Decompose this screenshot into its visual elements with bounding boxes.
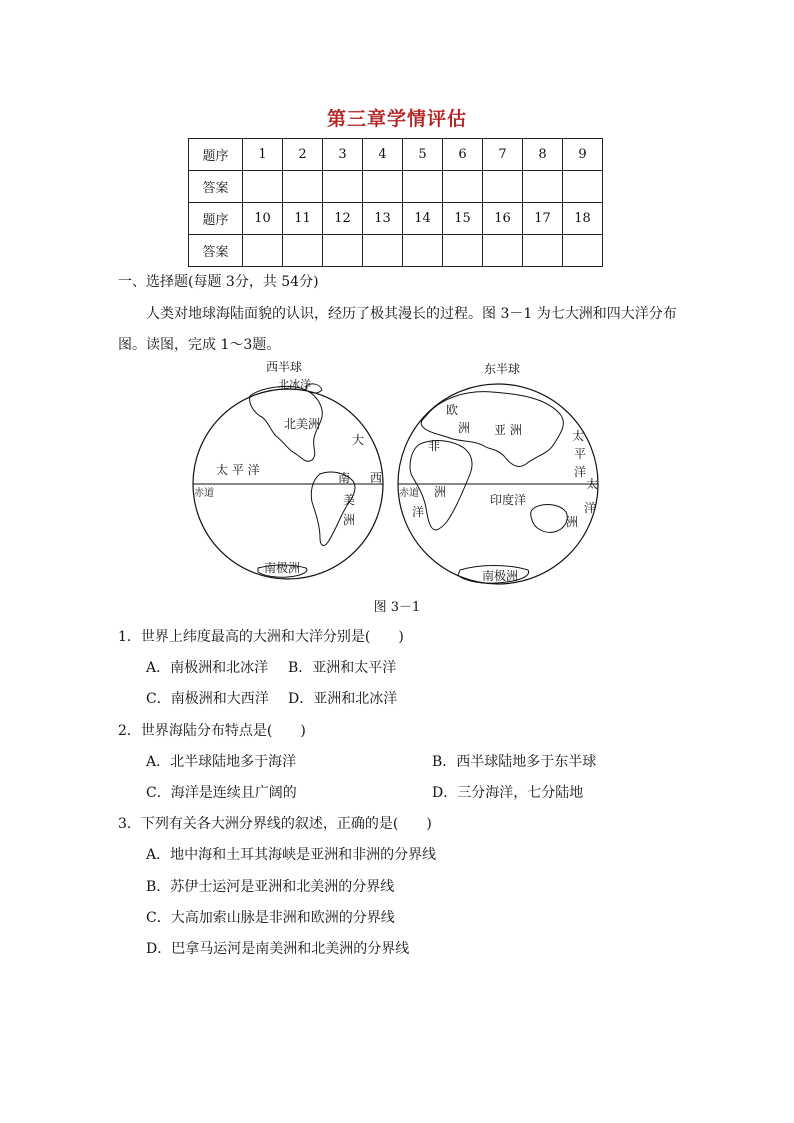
answer-cell[interactable] bbox=[483, 171, 523, 203]
answer-option[interactable]: C．大高加索山脉是非洲和欧洲的分界线 bbox=[146, 910, 395, 926]
map-label: 印度洋 bbox=[490, 493, 527, 507]
question-number: 5 bbox=[403, 139, 443, 171]
question-number: 1 bbox=[243, 139, 283, 171]
question-number: 11 bbox=[283, 203, 323, 235]
map-label: 洲 bbox=[566, 515, 579, 529]
answer-option[interactable]: A．北半球陆地多于海洋 bbox=[146, 754, 297, 770]
map-label: 东半球 bbox=[484, 362, 521, 376]
table-row bbox=[189, 139, 603, 171]
map-label: 洋 bbox=[584, 501, 597, 515]
question-number: 3 bbox=[323, 139, 363, 171]
row-label: 答案 bbox=[189, 235, 243, 267]
answer-cell[interactable] bbox=[483, 235, 523, 267]
answer-table bbox=[188, 138, 603, 267]
question-number: 2 bbox=[283, 139, 323, 171]
row-label: 题序 bbox=[189, 203, 243, 235]
answer-option[interactable]: B．苏伊士运河是亚洲和北美洲的分界线 bbox=[146, 879, 395, 895]
question-number: 7 bbox=[483, 139, 523, 171]
answer-cell[interactable] bbox=[323, 235, 363, 267]
question-number: 18 bbox=[563, 203, 603, 235]
map-label: 大 bbox=[352, 433, 365, 447]
map-label: 洲 bbox=[434, 485, 447, 499]
answer-cell[interactable] bbox=[563, 171, 603, 203]
answer-option[interactable]: C．南极洲和大西洋 bbox=[146, 691, 269, 707]
map-label: 平 bbox=[574, 447, 587, 461]
answer-cell[interactable] bbox=[243, 235, 283, 267]
map-label: 南 bbox=[338, 471, 351, 485]
answer-option[interactable]: A．南极洲和北冰洋 bbox=[146, 660, 269, 676]
map-label: 欧 bbox=[446, 403, 459, 417]
answer-cell[interactable] bbox=[443, 171, 483, 203]
question-stem: 3．下列有关各大洲分界线的叙述，正确的是( ) bbox=[118, 816, 432, 832]
answer-option[interactable]: D．亚洲和北冰洋 bbox=[288, 691, 398, 707]
section-heading: 一、选择题(每题 3分，共 54分) bbox=[118, 274, 319, 290]
map-label: 洲 bbox=[343, 513, 356, 527]
answer-cell[interactable] bbox=[523, 171, 563, 203]
question-number: 9 bbox=[563, 139, 603, 171]
row-label: 题序 bbox=[189, 139, 243, 171]
question-number: 10 bbox=[243, 203, 283, 235]
table-row bbox=[189, 171, 603, 203]
answer-option[interactable]: B．亚洲和太平洋 bbox=[288, 660, 397, 676]
figure-caption: 图 3－1 bbox=[373, 600, 421, 615]
question-number: 17 bbox=[523, 203, 563, 235]
intro-paragraph-line: 人类对地球海陆面貌的认识，经历了极其漫长的过程。图 3－1 为七大洲和四大洋分布 bbox=[146, 306, 677, 322]
question-number: 12 bbox=[323, 203, 363, 235]
question-number: 13 bbox=[363, 203, 403, 235]
answer-option[interactable]: C．海洋是连续且广阔的 bbox=[146, 785, 297, 801]
map-label: 洋 bbox=[574, 465, 587, 479]
map-label: 太 平 洋 bbox=[216, 463, 260, 477]
answer-cell[interactable] bbox=[363, 171, 403, 203]
map-label: 洋 bbox=[412, 505, 425, 519]
eurasia-outline bbox=[421, 392, 563, 467]
question-stem: 2．世界海陆分布特点是( ) bbox=[118, 723, 306, 739]
answer-cell[interactable] bbox=[403, 171, 443, 203]
map-label: 北美洲 bbox=[284, 417, 321, 431]
world-hemisphere-map bbox=[188, 358, 608, 593]
map-label: 南极洲 bbox=[264, 561, 301, 575]
question-number: 4 bbox=[363, 139, 403, 171]
question-number: 6 bbox=[443, 139, 483, 171]
answer-option[interactable]: D．巴拿马运河是南美洲和北美洲的分界线 bbox=[146, 941, 410, 957]
question-number: 15 bbox=[443, 203, 483, 235]
question-number: 14 bbox=[403, 203, 443, 235]
eastern-hemisphere bbox=[398, 361, 598, 584]
map-label: 西半球 bbox=[266, 360, 303, 374]
answer-cell[interactable] bbox=[523, 235, 563, 267]
table-row bbox=[189, 203, 603, 235]
answer-cell[interactable] bbox=[283, 235, 323, 267]
answer-cell[interactable] bbox=[283, 171, 323, 203]
map-label: 非 bbox=[428, 439, 441, 453]
answer-cell[interactable] bbox=[563, 235, 603, 267]
map-label: 西 bbox=[370, 471, 383, 485]
answer-cell[interactable] bbox=[323, 171, 363, 203]
map-label: 太 bbox=[572, 429, 585, 443]
australia-outline bbox=[531, 505, 568, 533]
answer-option[interactable]: B．西半球陆地多于东半球 bbox=[432, 754, 597, 770]
answer-option[interactable]: D．三分海洋，七分陆地 bbox=[432, 785, 584, 801]
intro-paragraph-line: 图。读图，完成 1～3题。 bbox=[118, 337, 281, 353]
map-label: 北冰洋 bbox=[278, 378, 311, 391]
map-label: 赤道 bbox=[399, 488, 419, 499]
answer-option[interactable]: A．地中海和土耳其海峡是亚洲和非洲的分界线 bbox=[146, 847, 437, 863]
answer-cell[interactable] bbox=[443, 235, 483, 267]
answer-cell[interactable] bbox=[403, 235, 443, 267]
question-stem: 1．世界上纬度最高的大洲和大洋分别是( ) bbox=[118, 629, 404, 645]
map-label: 洲 bbox=[458, 421, 471, 435]
western-hemisphere bbox=[193, 359, 383, 579]
row-label: 答案 bbox=[189, 171, 243, 203]
map-label: 美 bbox=[343, 493, 356, 507]
map-label: 太 bbox=[586, 477, 599, 491]
question-number: 16 bbox=[483, 203, 523, 235]
answer-cell[interactable] bbox=[363, 235, 403, 267]
map-label: 亚 洲 bbox=[494, 423, 522, 437]
question-number: 8 bbox=[523, 139, 563, 171]
table-row bbox=[189, 235, 603, 267]
page-title: 第三章学情评估 bbox=[326, 108, 467, 130]
map-label: 赤道 bbox=[194, 488, 214, 499]
answer-cell[interactable] bbox=[243, 171, 283, 203]
map-label: 南极洲 bbox=[482, 569, 519, 583]
